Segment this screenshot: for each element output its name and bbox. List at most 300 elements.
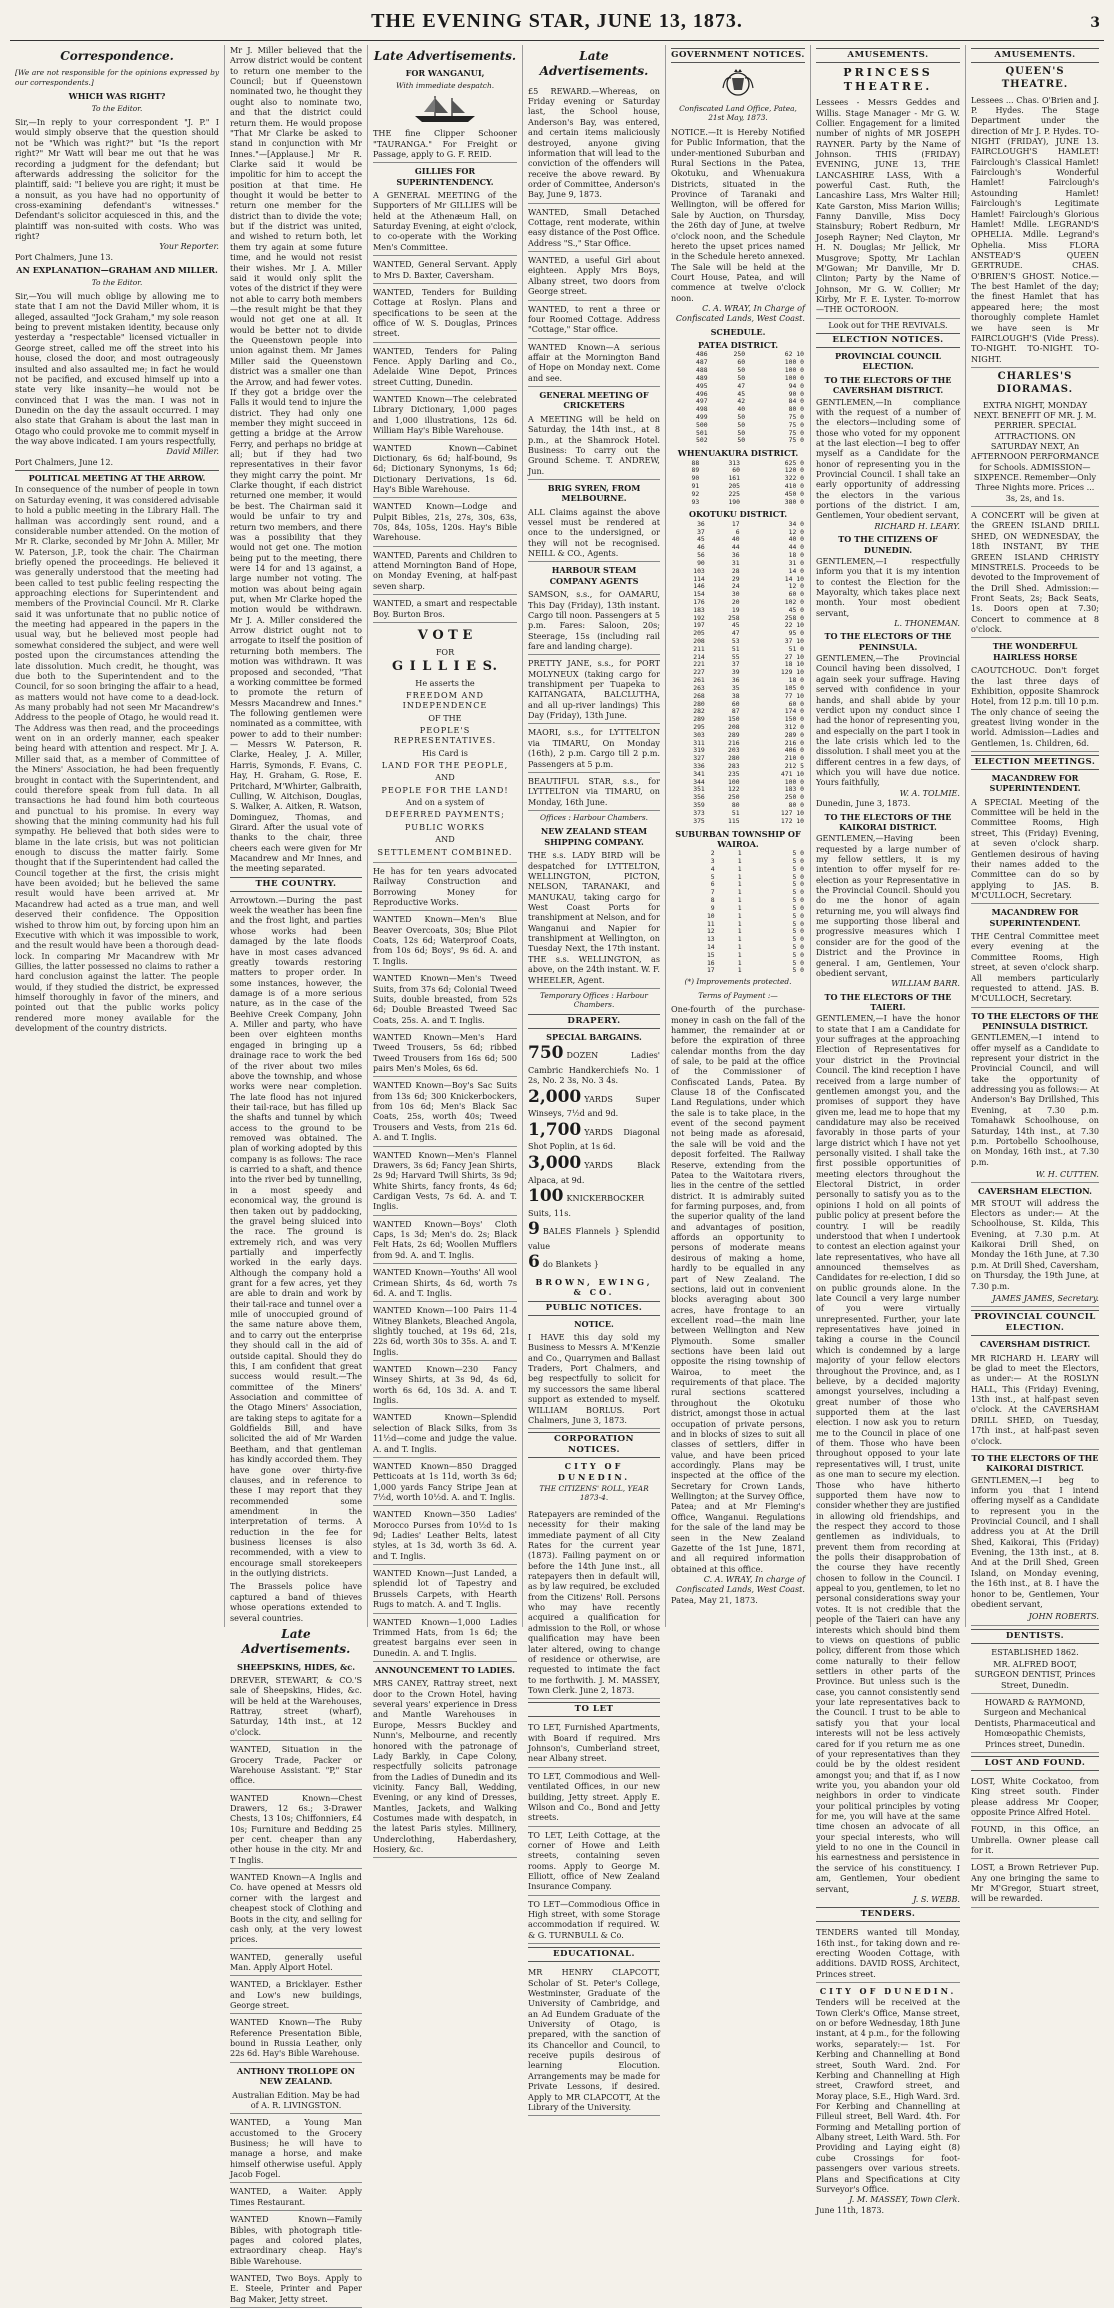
lot-price: 34 0 — [788, 519, 804, 528]
letter-body: Sir,—In reply to your correspondent "J. P." I would simply observe that the question should not be "Which was right?" but "Is the report right?" Mr Watt will bear me out that he was recording a judgment for the defendant; but afterwards addressing the solicitor for the plaintiff, said: "I believe you are right; it must be a nonsuit, as you have had no opportunity of cross-examining defendant's witnesses." Defendant's solicitor acquiesced in this, and the plaintiff was non-suited with costs. Who was right? — [15, 117, 219, 242]
ad-heading: THE WONDERFUL HAIRLESS HORSE — [992, 641, 1078, 662]
lot-area: 40 — [731, 535, 740, 544]
ad-item: A GENERAL MEETING of the Supporters of Mr GILLIES will be held at the Athenæum Hall, on Saturday Evening, at eight o'clock, to co-operate with the Working Men's Committee. — [373, 188, 517, 256]
lot-area: 19 — [731, 605, 740, 614]
lot-number: 214 — [693, 652, 705, 661]
lot-number: 500 — [696, 420, 708, 429]
lot-area: 50 — [737, 366, 746, 375]
lot-number: 268 — [693, 691, 705, 700]
lot-area: 53 — [731, 637, 740, 646]
lot-price: 84 0 — [788, 397, 804, 406]
lot-area: 47 — [737, 381, 746, 390]
lot-area: 250 — [733, 350, 746, 359]
lot-number: 263 — [693, 683, 705, 692]
lot-number: 91 — [691, 482, 700, 491]
vote-line: LAND FOR THE PEOPLE, — [381, 760, 509, 771]
notice-date: Patea, May 21, 1873. — [671, 1594, 758, 1605]
lot-number: 341 — [693, 769, 705, 778]
lot-area: 313 — [728, 458, 740, 467]
bargain-description: do Blankets } — [542, 1259, 599, 1270]
lot-area: 50 — [737, 412, 746, 421]
section-heading: GOVERNMENT NOTICES. — [671, 48, 805, 63]
lot-price: 100 0 — [784, 777, 804, 786]
notice-signature: C. A. WRAY, In Charge of Confiscated Lands, West Coast. — [675, 303, 805, 324]
lot-price: 410 0 — [784, 482, 804, 491]
ad-item: A CONCERT will be given at the GREEN ISLAND DRILL SHED, ON WEDNESDAY, the 18th INSTANT, BY THE GREEN ISLAND CHRISTY MINSTRELS. Proceeds to be devoted to the Improvement of the Drill Shed. Admission:—Front Seats, 2s; Back Seats, 1s. Doors open at 7.30; Concert to commence at 8 o'clock. — [971, 508, 1099, 638]
classified-ad: WANTED Known—Splendid selection of Black Silks, from 3s 11½d—come and judge the value. A. and T. Inglis. — [373, 1410, 517, 1457]
letter-addressee: To the Editor. — [91, 277, 143, 287]
ad-item: ALL Claims against the above vessel must be rendered at once to the undersigned, or they will not be recognised. NEILL & CO., Agents. — [528, 505, 660, 563]
lot-number: 93 — [691, 497, 700, 506]
ad-heading: GENERAL MEETING OF CRICKETERS — [539, 390, 649, 411]
letter-signature: Your Reporter. — [159, 241, 219, 252]
lot-area: 1 — [737, 872, 742, 881]
lot-area: 1 — [737, 935, 742, 944]
vote-line: PUBLIC WORKS — [404, 821, 486, 832]
section-heading: EDUCATIONAL. — [528, 1947, 660, 1962]
lot-price: 5 0 — [792, 942, 804, 951]
lot-area: 44 — [731, 543, 740, 552]
bargain-description: YARDS Diagonal Shot Poplin, at 1s 6d. — [528, 1126, 660, 1152]
disclaimer: [We are not responsible for the opinions expressed by our correspondents.] — [15, 68, 219, 87]
section-heading: DRAPERY. — [528, 1014, 660, 1029]
vote-line: FOR — [435, 646, 455, 657]
newspaper-title: THE EVENING STAR, JUNE 13, 1873. — [371, 10, 743, 32]
lot-area: 50 — [737, 420, 746, 429]
ad-signature: JOHN ROBERTS. — [971, 1609, 1099, 1625]
ad-heading: FOR WANGANUI, — [405, 68, 485, 79]
lot-price: 210 0 — [784, 754, 804, 763]
lot-number: 154 — [693, 590, 705, 599]
ad-heading: MACANDREW FOR SUPERINTENDENT. — [989, 773, 1081, 794]
vote-gillies-ad — [373, 624, 517, 863]
ad-heading: SPECIAL BARGAINS. — [546, 1031, 642, 1042]
lot-number: 487 — [696, 358, 708, 367]
lot-area: 1 — [737, 942, 742, 951]
ad-heading: CITY OF DUNEDIN. — [557, 1461, 631, 1482]
lot-number: 11 — [706, 919, 715, 928]
classified-ad: WANTED Known—Family Bibles, with photograph title-pages and colored plates, extraordinary cheap. Hay's Bible Warehouse. — [230, 2212, 362, 2270]
classified-ad: WANTED Known—Youths' All wool Crimean Shirts, 4s 6d, worth 7s 6d. A. and T. Inglis. — [373, 1265, 517, 1302]
lot-price: 75 0 — [788, 428, 804, 437]
lot-price: 380 0 — [784, 497, 804, 506]
classified-ad: WANTED Known—230 Fancy Winsey Shirts, at 3s 9d, 4s 6d, worth 6s 6d, 10s 3d. A. and T. Inglis. — [373, 1362, 517, 1409]
vote-line: SETTLEMENT COMBINED. — [377, 846, 513, 857]
lot-number: 205 — [693, 629, 705, 638]
ad-heading: MACANDREW FOR SUPERINTENDENT. — [989, 907, 1081, 928]
lot-area: 161 — [728, 474, 740, 483]
address-body: Tenders will be received at the Town Clerk's Office, Manse street, on or before Wednesday, 18th June instant, at 4 p.m., for the following works, separately:— 1st. For Kerbing and Channelling at Bond street, South Ward. 2nd. For Kerbing and Channelling at High street, Crawford street, and Moray place, S.E., High Ward. 3rd. For Kerbing and Channelling at Filleul street, Bell Ward. 4th. For Forming and Metalling portion of Albany street, Leith Ward. 5th. For Providing and Laying eight (8) cube Crossings for foot-passengers over various streets. Plans and Specifications at City Surveyor's Office. — [816, 1997, 960, 2194]
column-shipping — [523, 45, 666, 2112]
correspondence-heading: Correspondence. — [60, 49, 174, 63]
section-heading: AMUSEMENTS. — [971, 48, 1099, 63]
table-footnote: (*) Improvements protected. — [684, 977, 792, 987]
ad-heading: CAVERSHAM DISTRICT. — [979, 1339, 1091, 1350]
classified-ad: WANTED, Tenders for Building Cottage at Roslyn. Plans and specifications to be seen at the office of W. S. Douglas, Princes street. — [373, 285, 517, 343]
lot-area: 30 — [731, 590, 740, 599]
vote-line: V O T E — [417, 627, 473, 643]
lot-number: 8 — [710, 896, 715, 905]
classified-ad: WANTED Known—Just Landed, a splendid lot of Tapestry and Brussels Carpets, with Hearth Rugs to match. A. and T. Inglis. — [373, 1566, 517, 1613]
classified-ad: WANTED Known—Boys' Cloth Caps, 1s 3d; Men's do. 2s; Black Felt Hats, 2s 6d; Woollen Mufflers from 9d. A. and T. Inglis. — [373, 1217, 517, 1264]
vote-line: DEFERRED PAYMENTS; — [385, 809, 505, 820]
lot-row — [671, 437, 805, 445]
classified-ad: £5 REWARD.—Whereas, on Friday evening or Saturday last, the School house, Anderson's Bay, was entered, and certain items maliciously destroyed, anyone giving information that will lead to the conviction of the offenders will receive the above reward. By order of Committee, Anderson's Bay, June 9, 1873. — [528, 84, 660, 204]
bargain-description: YARDS Super Winseys, 7½d and 9d. — [528, 1093, 660, 1119]
classified-ad: WANTED, a useful Girl about eighteen. Apply Mrs Boys, Albany street, two doors from George street. — [528, 253, 660, 300]
lot-number: 92 — [691, 489, 700, 498]
classified-ad: TO LET, Commodious and Well-ventilated Offices, in our new building, Jetty street. Apply E. Wilson and Co., Bond and Jetty streets. — [528, 1769, 660, 1827]
lot-area: 20 — [731, 597, 740, 606]
lot-area: 36 — [731, 676, 740, 685]
ad-item: GENTLEMEN,—I beg to inform you that I intend offering myself as a Candidate to represent you in the Provincial Council, and I shall address you at At the Drill Shed, Kaikorai, This (Friday) Evening, the 13th inst., at 8. And at the Drill Shed, Green Island, on Monday evening, the 16th inst., at 8. I have the honor to be, Gentlemen, Your obedient servant, — [971, 1474, 1099, 1609]
ad-heading: TO THE ELECTORS OF THE KAIKORAI DISTRICT. — [824, 811, 952, 832]
lot-price: 129 10 — [780, 668, 804, 677]
lot-number: 501 — [696, 428, 708, 437]
lot-number: 17 — [706, 966, 715, 975]
ad-list — [528, 1720, 660, 1944]
vote-line: OF THE — [428, 712, 462, 723]
lot-number: 5 — [710, 872, 715, 881]
lot-area: 6 — [735, 527, 740, 536]
classified-ad: WANTED Known—Cabinet Dictionary, 6s 6d; half-bound, 9s 6d; Dictionary Synonyms, 1s 6d; Dictionary Derivations, 1s 6d. Hay's Bible Warehouse. — [373, 441, 517, 499]
lot-area: 1 — [737, 849, 742, 858]
lot-number: 146 — [693, 582, 705, 591]
lot-area: 208 — [728, 722, 740, 731]
lot-area: 38 — [731, 691, 740, 700]
lot-number: 344 — [693, 777, 705, 786]
classified-ad: WANTED Known—Men's Hard Tweed Trousers, 5s 6d; ribbed Tweed Trousers from 16s 6d; 500 pairs Men's Moles, 6s 6d. — [373, 1030, 517, 1077]
columns — [10, 45, 1104, 2304]
lot-number: 495 — [696, 381, 708, 390]
ad-footer: Look out for THE REVIVALS. — [828, 319, 948, 330]
lot-number: 13 — [706, 935, 715, 944]
ad-heading: HARBOUR STEAM COMPANY AGENTS — [549, 565, 639, 586]
lot-number: 497 — [696, 397, 708, 406]
notice-body: NOTICE.—It is Hereby Notified for Public Information, that the under-mentioned Suburban and Rural Sections in the Patea, Okotuku, and Whenuakura Districts, situated in the Province of Taranaki and Wellington, will be offered for Sale by Auction, on Thursday, the 26th day of June, at twelve o'clock noon, and the Schedule hereto the upset prices named in the Schedule hereto annexed. The Sale will be held at the Court House, Patea, and will commence at twelve o'clock noon. — [671, 126, 805, 303]
lot-price: 12 0 — [788, 582, 804, 591]
district-title: PATEA DISTRICT. — [697, 340, 779, 351]
vote-line: And on a system of — [406, 797, 484, 808]
ad-heading: BRIG SYREN, FROM MELBOURNE. — [547, 482, 641, 504]
lot-number: 295 — [693, 722, 705, 731]
lot-area: 1 — [737, 857, 742, 866]
lot-price: 102 0 — [784, 597, 804, 606]
address-signature: WILLIAM BARR. — [891, 978, 960, 989]
ad-heading: TO THE ELECTORS OF THE TAIERI. — [824, 991, 952, 1012]
bargain-item — [528, 1120, 660, 1152]
lot-area: 289 — [728, 730, 740, 739]
notice-origin: Confiscated Land Office, Patea, 21st May, 1873. — [679, 104, 797, 123]
section-heading: PUBLIC NOTICES. — [528, 1301, 660, 1316]
ad-item: MR RICHARD H. LEARY will be glad to meet the Electors, as under:— At the ROSLYN HALL, This (Friday) Evening, 13th inst., at half-past seven o'clock. At the CAVERSHAM DRILL SHED, on Tuesday, 17th inst., at half-past seven o'clock. — [971, 1351, 1099, 1450]
lot-area: 29 — [731, 574, 740, 583]
section-heading: TENDERS. — [816, 1907, 960, 1922]
lot-number: 45 — [697, 535, 705, 544]
column-government — [666, 45, 811, 1627]
lot-area: 51 — [731, 808, 740, 817]
lot-area: 1 — [737, 966, 742, 975]
classified-ad: WANTED Known—Lodge and Pulpit Bibles, 21s, 27s, 30s, 63s, 70s, 84s, 105s, 120s. Hay's Bible Warehouse. — [373, 499, 517, 546]
theatre-title: QUEEN'S THEATRE. — [1001, 66, 1069, 90]
letter-title: AN EXPLANATION—GRAHAM AND MILLER. — [16, 265, 218, 276]
ad-item: TENDERS wanted till Monday, 16th inst., for taking down and re-erecting Wooden Cottage, with additions. DAVID ROSS, Architect, Princes street. — [816, 1925, 960, 1983]
column-elections — [811, 45, 966, 2215]
section-heading: ELECTION MEETINGS. — [971, 755, 1099, 770]
lot-price: 75 0 — [788, 412, 804, 421]
classified-ad: SAMSON, s.s., for OAMARU, This Day (Friday), 13th instant. Cargo till noon. Passengers at 5 p.m. Fares: Saloon, 20s; Steerage, 15s (including rail fare and landing charge). — [528, 587, 660, 655]
lot-price: 100 0 — [784, 358, 804, 367]
lot-price: 75 0 — [788, 420, 804, 429]
section-heading: Late Advertisements. — [241, 1626, 351, 1657]
bargain-quantity: 2,000 — [528, 1086, 582, 1107]
lot-area: 1 — [737, 950, 742, 959]
lot-price: 100 0 — [784, 366, 804, 375]
classified-ad: WANTED Known—350 Ladies' Morocco Purses from 10½d to 1s 9d; Ladies' Leather Belts, latest styles, at 1s 3d, worth 3s 6d. A. and T. Inglis. — [373, 1507, 517, 1565]
ad-heading: TO THE ELECTORS OF THE CAVERSHAM DISTRICT. — [824, 374, 952, 396]
ad-signature: JAMES JAMES, Secretary. — [971, 1291, 1099, 1307]
bargain-quantity: 100 — [528, 1185, 564, 1206]
classified-ad: WANTED Known—Men's Blue Beaver Overcoats, 30s; Blue Pilot Coats, 12s 6d; Waterproof Coats, from 10s 6d; Boys', 9s 6d. A. and T. Inglis. — [373, 912, 517, 970]
address-body: GENTLEMEN,—In compliance with the request of a number of the electors—including some of those who voted for my opponent at the last election—I beg to offer myself as a Candidate for the honor of representing you in the Provincial Council. I shall take an early opportunity of addressing the electors in the various portions of the district. I am, Gentlemen, Your obedient servant, — [816, 396, 960, 521]
classified-ad: WANTED, a Waiter. Apply Times Restaurant. — [230, 2184, 362, 2211]
ad-item: A MEETING will be held on Saturday, the 14th inst., at 8 p.m., at the Shamrock Hotel. Business: To carry out the Ground Scheme. T. ANDREW, Jun. — [528, 412, 660, 480]
vote-line: AND — [435, 834, 455, 845]
lot-row — [671, 967, 805, 975]
ad-item: Lessees ... Chas. O'Brien and J. P. Hydes. The Stage Department under the direction of Mr J. P. Hydes. TO-NIGHT (FRIDAY), JUNE 13. FAIRCLOUGH'S HAMLET! Fairclough's Classical Hamlet! Fairclough's Wonderful Hamlet! Fairclough's Astounding Hamlet! Fairclough's Legitimate Hamlet! Fairclough's Glorious Hamlet! Mdlle. LEGRAND'S OPHELIA. Mdlle. Legrand's Ophelia. Miss FLORA ANSTEAD'S QUEEN GERTRUDE. CHAS. O'BRIEN'S GHOST. Notice.—The best Hamlet of the day; the finest Hamlet that has appeared here; the most thoroughly complete Hamlet we have seen is Mr FAIRCLOUGH'S (Vide Press). TO-NIGHT. TO-NIGHT. TO-NIGHT. — [971, 93, 1099, 368]
ad-heading: ANTHONY TROLLOPE ON NEW ZEALAND. — [236, 2065, 356, 2087]
bargain-item — [528, 1219, 660, 1251]
ad-heading: CHARLES'S DIORAMAS. — [996, 370, 1074, 395]
lot-area: 50 — [737, 436, 746, 445]
bargain-description: BALES Flannels } Splendid value — [528, 1226, 660, 1251]
bargain-item — [528, 1252, 660, 1274]
lot-number: 90 — [691, 474, 700, 483]
ad-heading: CITY OF DUNEDIN. — [819, 1986, 957, 1997]
ad-item: THE s.s. LADY BIRD will be despatched for LYTTELTON, WELLINGTON, PICTON, NELSON, TARANAKI, and MANUKAU, taking cargo for West Coast Ports for transhipment at Nelson, and for Wanganui and Napier for transhipment at Wellington, on Tuesday Next, the 17th instant. THE s.s. WELLINGTON, as above, on the 24th instant. W. F. WHEELER, Agent. — [528, 848, 660, 989]
lot-area: 1 — [737, 888, 742, 897]
lot-number: 486 — [696, 350, 708, 359]
ad-item: DREVER, STEWART, & CO.'S sale of Sheepskins, Hides, &c. will be held at the Warehouses, Rattray, street (wharf), Saturday, 14th inst., at 12 o'clock. — [230, 1673, 362, 1741]
classified-ad: WANTED Known—1,000 Ladies Trimmed Hats, from 1s 6d; the greatest bargains ever seen in Dunedin. A. and T. Inglis. — [373, 1615, 517, 1662]
lot-price: 12 0 — [788, 527, 804, 536]
lots-table-whenuakura — [671, 460, 805, 507]
lot-area: 50 — [737, 428, 746, 437]
lot-price: 100 0 — [784, 373, 804, 382]
ad-item: MR HENRY CLAPCOTT, Scholar of St. Peter's College, Westminster, Graduate of the University of Cambridge, and an Ad Eundem Graduate of the University of Otago, is prepared, with the sanction of its Chancellor and Council, to receive pupils desirous of learning Elocution. Arrangements may be made for Private Lessons, if desired. Apply to MR CLAPCOTT, At the Library of the University. — [528, 1965, 660, 2116]
lot-number: 221 — [693, 660, 705, 669]
lot-number: 280 — [693, 699, 705, 708]
lot-price: 150 0 — [784, 715, 804, 724]
lot-price: 312 0 — [784, 722, 804, 731]
lot-price: 75 0 — [788, 436, 804, 445]
ad-heading: NOTICE. — [574, 1318, 614, 1329]
theatre-title: PRINCESS THEATRE. — [843, 66, 933, 94]
lot-area: 37 — [731, 660, 740, 669]
ad-heading: TO THE ELECTORS OF THE PENINSULA. — [824, 631, 952, 652]
lot-number: 303 — [693, 730, 705, 739]
terms-body: One-fourth of the purchase-money in cash on the fall of the hammer, the remainder at or before the expiration of three calendar months from the day of sale, to be paid at the office of the Commissioner of Confiscated Lands, Patea. By Clause 18 of the Confiscated Land Regulations, under which the sale is to take place, in the event of the second payment not being made as aforesaid, the sale will be void and the deposit forfeited. The Railway Reserve, extending from the Patea to the Waitotara rivers, lies in the centre of the settled district. It is admirably suited for farming purposes, and, from the superior quality of the land and advantages of position, affords an opportunity to persons of moderate means desirous of making a home, hardly to be equalled in any part of New Zealand. The sections, laid out in convenient blocks averaging about 300 acres, have frontage to an excellent road—the main line between Wellington and New Plymouth. Some smaller sections have been laid out opposite the rising township of Wairoa, to meet the requirements of that place. The rural sections scattered throughout the Okotuku district, amongst those in actual occupation of private persons, and in blocks of sizes to suit all classes of settlers, differ in value, and have been priced accordingly. Plans may be inspected at the office of the Secretary for Crown Lands, Wellington; at the Survey Office, Patea; and at Mr Fleming's Office, Wanganui. Regulations for the sale of the land may be seen in the New Zealand Gazette of the 1st June, 1871, and all required information obtained at this office. — [671, 1004, 805, 1574]
lot-price: 5 0 — [792, 911, 804, 920]
section-heading: PROVINCIAL COUNCIL ELECTION. — [971, 1310, 1099, 1336]
article-title: POLITICAL MEETING AT THE ARROW. — [15, 470, 219, 483]
ad-item: MRS CANEY, Rattray street, next door to the Crown Hotel, having several years' experience in Dress and Mantle Warehouses in Europe, Messrs Buckley and Nunn's, Melbourne, and recently honored with the patronage of Lady Barkly, in Cape Colony, respectfully solicits patronage from the Ladies of Dunedin and its vicinity. Fancy Ball, Wedding, Evening, or any kind of Dresses, Mantles, Jackets, and Walking Costumes made with despatch, in the latest Paris styles. Millinery, Underclothing, Haberdashery, Hosiery, &c. — [373, 1676, 517, 1858]
lot-price: 250 0 — [784, 793, 804, 802]
lot-area: 24 — [731, 582, 740, 591]
classified-ad: BEAUTIFUL STAR, s.s., for LYTTELTON via TIMARU, on Monday, 16th June. — [528, 774, 660, 811]
ad-item: A SPECIAL Meeting of the Committee will be held in the Committee Rooms, High street, This (Friday) Evening, at seven o'clock sharp. Gentlemen desirous of having their names added to the Committee can do so by applying to JAS. B. M'CULLOCH, Secretary. — [971, 795, 1099, 905]
ad-item: I HAVE this day sold my Business to Messrs A. M'Kenzie and Co., Quarrymen and Ballast Traders, Port Chalmers, and beg respectfully to solicit for my successors the same liberal support as extended to myself. WILLIAM BORLUS. Port Chalmers, June 3, 1873. — [528, 1330, 660, 1429]
bargain-quantity: 750 — [528, 1043, 564, 1064]
lot-number: 90 — [697, 558, 705, 567]
lot-number: 502 — [696, 436, 708, 445]
lot-number: 36 — [697, 519, 705, 528]
lot-price: 5 0 — [792, 927, 804, 936]
lot-price: 95 0 — [788, 629, 804, 638]
lot-area: 28 — [731, 566, 740, 575]
lot-price: 90 0 — [788, 389, 804, 398]
lot-number: 356 — [693, 793, 705, 802]
lot-area: 203 — [728, 746, 740, 755]
ad-list — [373, 257, 517, 623]
lot-area: 51 — [731, 644, 740, 653]
ad-item: Lessees - Messrs Geddes and Willis. Stage Manager - Mr G. W. Collier. Engagement for a limited number of nights of MR JOSEPH RAYNER. Party by the Name of Johnson. THIS (FRIDAY) EVENING, JUNE 13, THE LANCASHIRE LASS, With a powerful Cast. Ruth, the Lancashire Lass, Mrs Walter Hill; Kate Garston, Miss Marion Willis; Fanny Danville, Miss Docy Stainsbury; Robert Redburn, Mr Joseph Rayner; Ned Clayton, Mr H. N. Douglas; Mr Jellick, Mr Musgrove; Spotty, Mr Lachlan M'Gowan; Mr Danville, Mr D. Clinton; Party by the Name of Johnson, Mr G. W. Collier; Mr Kirby, Mr F. E. Lyster. To-morrow—THE OCTOROON. — [816, 95, 960, 319]
lot-area: 1 — [737, 919, 742, 928]
lot-number: 2 — [710, 849, 715, 858]
vote-line: G I L L I E S. — [391, 658, 499, 674]
lot-price: 5 0 — [792, 864, 804, 873]
lot-number: 176 — [693, 597, 705, 606]
address-date: Dunedin, June 3, 1873. — [816, 798, 911, 809]
lot-price: 18 10 — [784, 660, 804, 669]
lot-price: 44 0 — [788, 543, 804, 552]
lot-number: 489 — [696, 373, 708, 382]
lot-number: 183 — [693, 605, 705, 614]
vote-line: PEOPLE FOR THE LAND! — [381, 784, 509, 795]
lot-number: 319 — [693, 746, 705, 755]
ad-heading: SHEEPSKINS, HIDES, &c. — [236, 1661, 356, 1672]
lot-price: 450 0 — [784, 489, 804, 498]
notice-signature: C. A. WRAY, In charge of Confiscated Lands, West Coast. — [675, 1573, 805, 1595]
ad-item: HOWARD & RAYMOND, Surgeon and Mechanical Dentists, Pharmaceutical and Homœopathic Chemists, Princes street, Dunedin. — [971, 1695, 1099, 1753]
bargain-description: KNICKERBOCKER Suits, 11s. — [528, 1192, 645, 1218]
article-body: Arrowtown.—During the past week the weather has been fine and the frost light, and parties whose works had been damaged by the late floods have in most cases advanced greatly towards restoring matters to proper order. In some instances, however, the damage is of a more serious nature, as in the case of the Beehive Creek Company, John A. Miller and party, who have been over eighteen months engaged in bringing up a drainage race to work the bed of the river about two miles above the township, and whose works were near completion. The late flood has not injured their tail-race, but has filled up the shafts and tunnel by which access to the ground to be removed was obtained. The plan of working adopted by this company is as follows: The race is carried to a shaft, and thence into the river bed by tunnelling, in a most speedy and economical way, the ground is then taken out by paddocking, the gravel being sluiced into the race. The ground is extremely rich, and was very partially and imperfectly worked in the early days. Although the company hold a grant for a few acres, yet they are able to drain and work by their tail-race and tunnel over a mile of unoccupied ground of the same nature above them, and to carry out the enterprise they should call in the aid of outside capital. Should they do this, I am confident that great success would result.—The committee of the Miners' Association and committee of the Otago Miners' Association, are taking steps to agitate for a Goldfields Bill, and have solicited the aid of Mr Warden Beetham, and that gentleman has kindly accorded them. They have gone over thirty-five clauses, and in reference to these I may report that they recommended some amendment in the interpretation of terms. A reduction in the fee for business licenses is also recommended, with a view to encourage small storekeepers in the outlying districts. — [230, 894, 362, 1579]
classified-ad: WANTED Known—Chest Drawers, 12 6s.; 3-Drawer Chests, 13 10s; Chiffonniers, £4 10s; Furniture and Bedding 25 per cent. cheaper than any other house in the city. Mr and T Inglis. — [230, 1791, 362, 1870]
ad-heading: TO THE ELECTORS OF THE PENINSULA DISTRICT. — [971, 1010, 1099, 1031]
lot-price: 5 0 — [792, 888, 804, 897]
lot-price: 212 5 — [784, 762, 804, 771]
lots-table-wairoa — [671, 850, 805, 975]
lot-area: 45 — [731, 621, 740, 630]
classified-ad: WANTED, Situation in the Grocery Trade, Packer or Warehouse Assistant. "P," Star office. — [230, 1742, 362, 1789]
lot-price: 172 10 — [780, 816, 804, 825]
address-signature: RICHARD H. LEARY. — [874, 520, 960, 531]
lot-price: 14 0 — [788, 566, 804, 575]
lot-number: 16 — [706, 958, 715, 967]
lot-area: 87 — [731, 707, 740, 716]
lot-price: 5 0 — [792, 880, 804, 889]
lot-number: 498 — [696, 405, 708, 414]
letter-title: WHICH WAS RIGHT? — [68, 91, 166, 102]
bargain-quantity: 3,000 — [528, 1152, 582, 1173]
ad-list — [528, 84, 660, 387]
classified-ad: WANTED, Two Boys. Apply to E. Steele, Printer and Paper Bag Maker, Jetty street. — [230, 2271, 362, 2308]
ad-item: Australian Edition. May be had of A. R. LIVINGSTON. — [230, 2088, 362, 2115]
lots-table-patea — [671, 351, 805, 445]
lot-number: 192 — [693, 613, 705, 622]
ad-item: He has for ten years advocated Railway Construction and Borrowing Money for Reproductive Works. — [373, 864, 517, 911]
lot-number: 12 — [706, 927, 715, 936]
bargain-item — [528, 1153, 660, 1185]
lot-price: 40 0 — [788, 535, 804, 544]
lot-number: 311 — [693, 738, 705, 747]
address-date: June 11th, 1873. — [816, 2204, 885, 2215]
lot-price: 174 0 — [784, 707, 804, 716]
lot-area: 122 — [728, 785, 740, 794]
lot-area: 1 — [737, 880, 742, 889]
ad-heading: ANNOUNCEMENT TO LADIES. — [375, 1665, 515, 1675]
ad-signature: W. H. CUTTEN. — [971, 1167, 1099, 1183]
section-heading: Late Advertisements. — [373, 49, 517, 63]
lot-area: 100 — [728, 777, 740, 786]
lot-number: 359 — [693, 801, 705, 810]
lot-number: 7 — [710, 888, 715, 897]
section-heading: TO LET — [528, 1702, 660, 1717]
lot-price: 5 0 — [792, 903, 804, 912]
lot-number: 3 — [710, 857, 715, 866]
lot-area: 150 — [728, 715, 740, 724]
lot-price: 120 0 — [784, 466, 804, 475]
classified-ad: TO LET, Leith Cottage, at the corner of Howe and Leith streets, containing seven rooms. Apply to George M. Elliott, office of New Zealand Insurance Company. — [528, 1828, 660, 1896]
lot-area: 258 — [728, 613, 740, 622]
lot-price: 80 0 — [788, 801, 804, 810]
lot-number: 208 — [693, 637, 705, 646]
ad-footer: Temporary Offices : Harbour Chambers. — [540, 990, 648, 1010]
lot-number: 373 — [693, 808, 705, 817]
lot-row — [671, 499, 805, 507]
lot-area: 1 — [737, 958, 742, 967]
lot-area: 60 — [731, 699, 740, 708]
lot-number: 103 — [693, 566, 705, 575]
lot-price: 5 0 — [792, 857, 804, 866]
address-signature: J. S. WEBB. — [913, 1893, 960, 1904]
vote-line: FREEDOM AND INDEPENDENCE — [402, 689, 488, 711]
ad-list — [373, 912, 517, 1662]
lot-price: 406 0 — [784, 746, 804, 755]
lot-number: 496 — [696, 389, 708, 398]
lot-number: 89 — [691, 466, 700, 475]
ad-heading: TO THE ELECTORS OF THE KAIKORAI DISTRICT. — [971, 1452, 1099, 1474]
section-heading: ELECTION NOTICES. — [816, 333, 960, 348]
column-late-ads — [368, 45, 523, 1855]
classified-ad: TO LET—Commodious Office in High street, with some Storage accommodation if required. W. & G. TURNBULL & Co. — [528, 1897, 660, 1944]
bargain-quantity: 9 — [528, 1219, 540, 1240]
lot-price: 5 0 — [792, 966, 804, 975]
lot-price: 51 0 — [788, 644, 804, 653]
column-amusements — [966, 45, 1104, 1904]
bargain-item — [528, 1043, 660, 1085]
classified-ad: WANTED Known—Men's Flannel Drawers, 3s 6d; Fancy Jean Shirts, 2s 9d; Harvard Twill Shirts, 3s 9d; White Shirts, fancy fronts, 4s 6d; Cardigan Vests, 7s 6d. A. and T. Inglis. — [373, 1148, 517, 1216]
section-heading: THE COUNTRY. — [230, 877, 362, 892]
lot-area: 280 — [728, 754, 740, 763]
ad-item: MR STOUT will address the Electors as under:— At the Schoolhouse, St. Kilda, This Evening, at 7.30 p.m. At Kaikorai Drill Shed, on Monday the 16th June, at 7.30 p.m. At Drill Shed, Caversham, on Thursday, the 19th June, at 7.30 p.m. — [971, 1197, 1099, 1291]
classified-ad: WANTED, Tenders for Paling Fence. Apply Darling and Co., Adelaide Wine Depot, Princes street Cutting, Dunedin. — [373, 344, 517, 391]
lot-area: 190 — [728, 497, 740, 506]
lot-number: 351 — [693, 785, 705, 794]
lot-price: 60 0 — [788, 699, 804, 708]
letter-body: Sir,—You will much oblige by allowing me to state that I am not the David Miller whom, it is alleged, assaulted "Jock Graham," my sole reason being to prevent mistaken identity, because only yesterday a "respectable" licensed victualler in George street, called me off the street into his house, closed the door, and most outrageously insulted and also assaulted me; in fact he would not be pacified, and excused himself up into a state very like insanity—he would not be convinced that I was the man. I was not in Dunedin on the day the assault occurred. I may also state that Graham is about the last man in Otago who could provoke me to commit myself in the way above indicated. I am yours respectfully, — [15, 290, 219, 447]
ad-heading: GILLIES FOR SUPERINTENDENCY. — [396, 166, 494, 187]
